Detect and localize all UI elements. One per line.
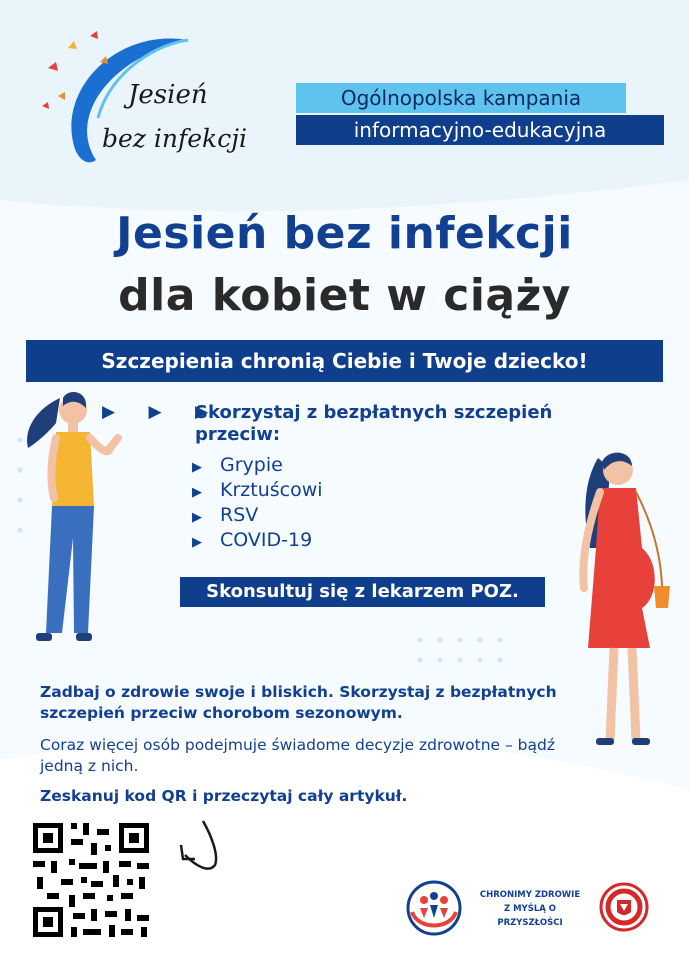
list-item	[192, 454, 323, 479]
main-title-line1: Jesień bez infekcji	[116, 208, 573, 259]
footer-slogan-line2: Z MYŚLĄ O PRZYSZŁOŚCI	[497, 904, 563, 928]
hand-drawn-arrow-icon	[175, 815, 235, 875]
paragraph-scan-qr: Zeskanuj kod QR i przeczytaj cały artykuł.	[40, 787, 408, 805]
vaccine-label: Grypie	[220, 454, 283, 476]
qr-code-icon[interactable]	[25, 815, 157, 945]
logo-text-line2: bez infekcji	[102, 124, 247, 153]
triangle-bullet-icon: ▶	[192, 460, 202, 475]
qr-code-container[interactable]	[25, 815, 157, 945]
main-title-line2: dla kobiet w ciąży	[118, 270, 571, 321]
footer-slogan	[470, 888, 590, 930]
vaccine-label: RSV	[220, 504, 259, 526]
slogan-banner: Szczepienia chronią Ciebie i Twoje dziecko!	[26, 340, 663, 382]
vaccine-label: COVID-19	[220, 529, 313, 551]
paragraph-decisions: Coraz więcej osób podejmuje świadome decyzje zdrowotne – bądź jedną z nich.	[40, 736, 555, 775]
sanitary-inspection-seal-icon	[599, 882, 649, 932]
list-item	[192, 529, 323, 554]
vaccine-label: Krztuścowi	[220, 479, 323, 501]
arrow-bullets-icon: ▶ ▶ ▶	[102, 402, 223, 422]
triangle-bullet-icon: ▶	[192, 510, 202, 525]
campaign-label-line2: informacyjno-edukacyjna	[296, 115, 664, 145]
list-item	[192, 479, 323, 504]
paragraph-health: Zadbaj o zdrowie swoje i bliskich. Skorzystaj z bezpłatnych szczepień przeciw chorobom sezonowym.	[40, 683, 557, 722]
triangle-bullet-icon: ▶	[192, 485, 202, 500]
logo-text-line1: Jesień	[128, 80, 208, 110]
woman-illustration	[18, 388, 138, 663]
list-item	[192, 504, 323, 529]
consult-banner: Skonsultuj się z lekarzem POZ.	[180, 577, 545, 607]
footer-slogan-line1: CHRONIMY ZDROWIE	[479, 890, 581, 900]
family-health-logo-icon	[404, 878, 464, 938]
triangle-bullet-icon: ▶	[192, 535, 202, 550]
vaccine-list	[192, 454, 323, 554]
offer-heading: Skorzystaj z bezpłatnych szczepień przeciw:	[195, 402, 553, 445]
campaign-label-line1: Ogólnopolska kampania	[296, 83, 626, 113]
